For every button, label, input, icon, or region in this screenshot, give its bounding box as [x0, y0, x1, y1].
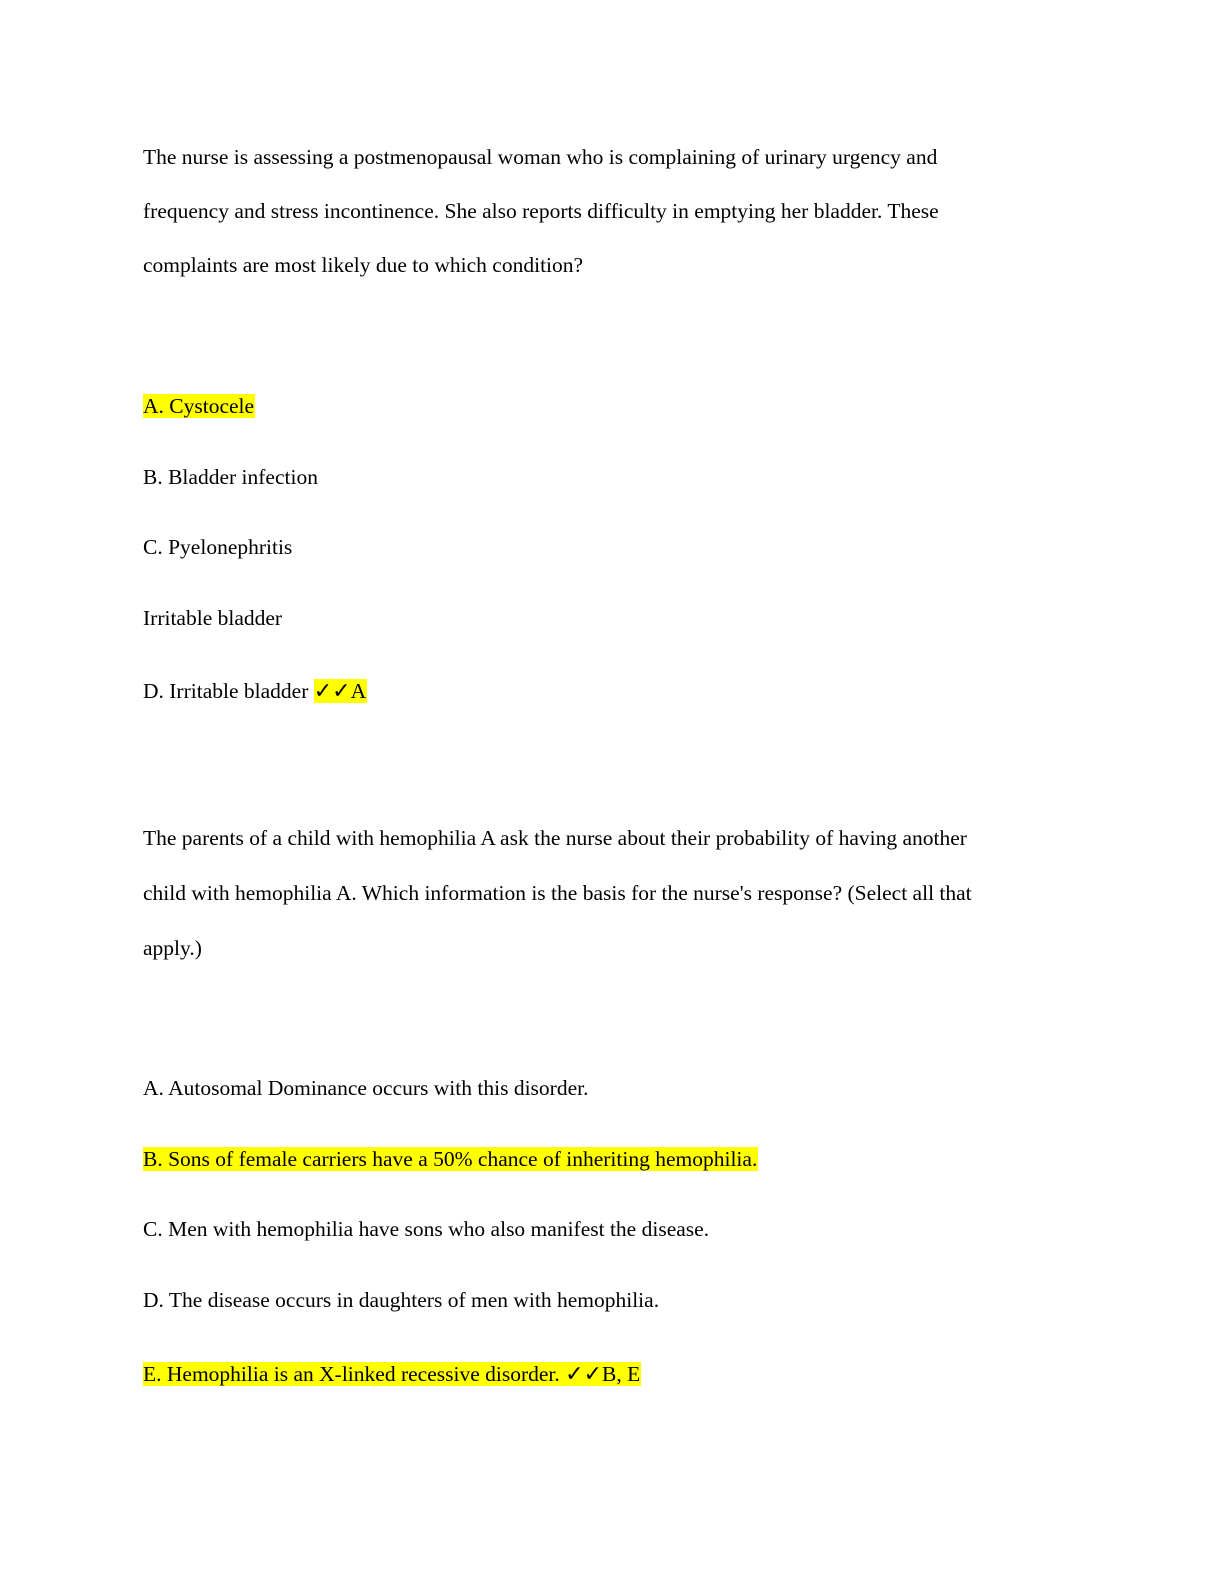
question-2-option-a: A. Autosomal Dominance occurs with this disorder.	[143, 1076, 589, 1100]
question-1-option-b: B. Bladder infection	[143, 465, 318, 489]
question-1-stem-line-3: complaints are most likely due to which condition?	[143, 253, 584, 277]
question-2-option-c: C. Men with hemophilia have sons who also manifest the disease.	[143, 1217, 710, 1241]
question-2-option-e	[143, 1361, 641, 1388]
question-2-stem-line-2: child with hemophilia A. Which information is the basis for the nurse's response? (Select all that	[143, 881, 972, 905]
answer-key-value: A	[350, 679, 367, 703]
answer-key-value: B, E	[602, 1362, 641, 1386]
question-2-option-b	[143, 1146, 758, 1172]
question-2-stem-line-1: The parents of a child with hemophilia A ask the nurse about their probability of having another	[143, 826, 967, 850]
question-2-option-d: D. The disease occurs in daughters of men with hemophilia.	[143, 1288, 660, 1312]
answer-key	[314, 679, 367, 703]
question-2-option-e-label: E. Hemophilia is an X-linked recessive disorder.	[143, 1362, 566, 1386]
highlighted-answer-option: A. Cystocele	[143, 394, 255, 418]
question-1-stem-line-2: frequency and stress incontinence. She also reports difficulty in emptying her bladder. These	[143, 199, 939, 223]
double-check-icon: ✓✓	[565, 1362, 603, 1387]
question-2-stem-line-3: apply.)	[143, 936, 202, 960]
highlighted-answer-option: B. Sons of female carriers have a 50% chance of inheriting hemophilia.	[143, 1147, 758, 1171]
highlighted-answer-option	[143, 1362, 641, 1386]
question-1-option-d	[143, 678, 367, 705]
question-1-option-c: C. Pyelonephritis	[143, 535, 293, 559]
question-1-option-a	[143, 393, 255, 419]
question-1-stem-line-1: The nurse is assessing a postmenopausal woman who is complaining of urinary urgency and	[143, 145, 938, 169]
double-check-icon: ✓✓	[313, 679, 351, 704]
question-1-option-stray: Irritable bladder	[143, 606, 283, 630]
question-1-option-d-label: D. Irritable bladder	[143, 679, 314, 703]
